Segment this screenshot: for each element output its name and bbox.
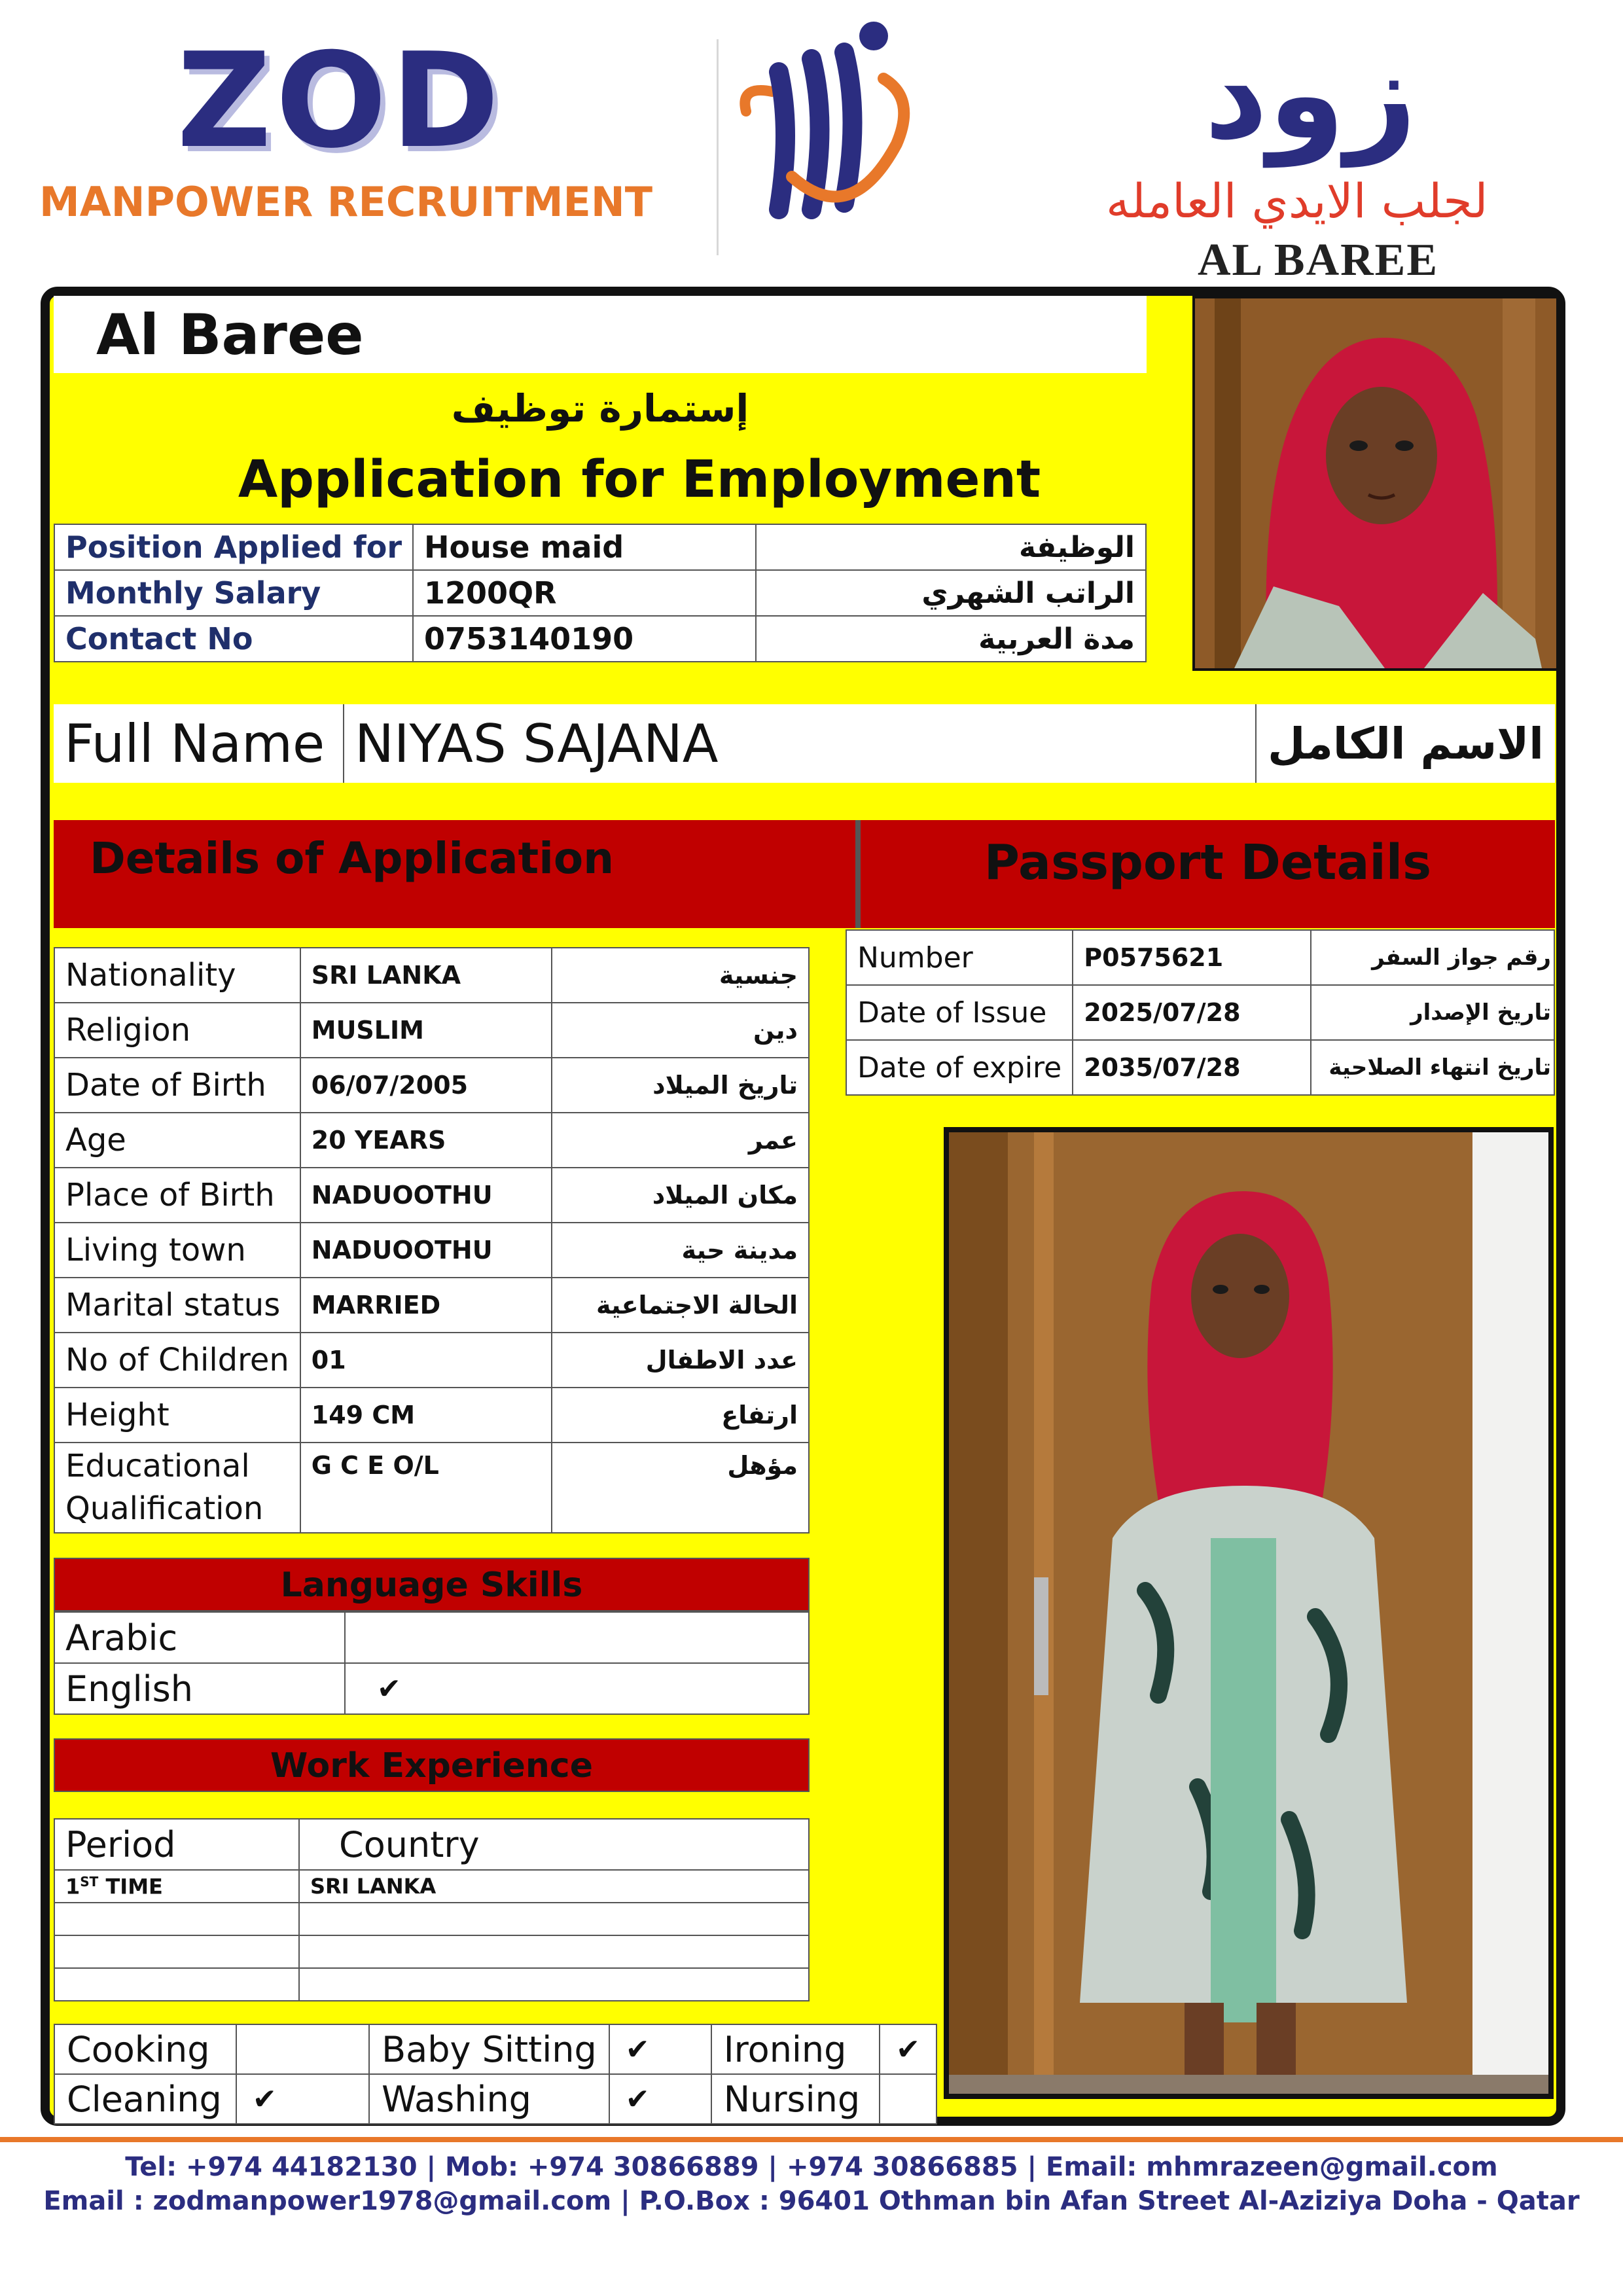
- details-heading: Details of Application: [90, 833, 615, 884]
- work-country-value: SRI LANKA: [299, 1870, 809, 1903]
- table-row: [54, 1113, 809, 1168]
- dob-label: Date of Birth: [54, 1058, 300, 1113]
- header-divider: [717, 39, 719, 255]
- full-name-label-arabic: الاسم الكامل: [1268, 718, 1544, 769]
- table-row: [846, 1040, 1554, 1095]
- religion-label: Religion: [54, 1003, 300, 1058]
- language-heading: Language Skills: [280, 1566, 583, 1605]
- footer-divider: [0, 2137, 1623, 2142]
- nationality-label: Nationality: [54, 948, 300, 1003]
- height-label: Height: [54, 1388, 300, 1443]
- place-of-birth-value: NADUOOTHU: [300, 1168, 552, 1223]
- table-row: [54, 2074, 936, 2124]
- nationality-label-arabic: جنسية: [552, 948, 809, 1003]
- age-label: Age: [54, 1113, 300, 1168]
- office-label: AL BAREE: [1198, 235, 1439, 285]
- table-row: [54, 1819, 809, 1870]
- table-row: [54, 570, 1146, 616]
- skill-nursing-check: [880, 2074, 936, 2124]
- marital-status-value: MARRIED: [300, 1278, 552, 1333]
- table-row: [54, 1870, 809, 1903]
- passport-number-label: Number: [846, 930, 1073, 985]
- table-row: [54, 1388, 809, 1443]
- table-row: [54, 948, 809, 1003]
- table-row: [54, 2024, 936, 2074]
- heading-divider: [855, 820, 861, 928]
- full-name-table: [54, 704, 1555, 783]
- children-value: 01: [300, 1333, 552, 1388]
- brand-logo-icon: [733, 13, 929, 249]
- dob-label-arabic: تاريخ الميلاد: [552, 1058, 809, 1113]
- work-heading-bar: [54, 1738, 810, 1792]
- table-row: [54, 1278, 809, 1333]
- position-label-arabic: الوظيفة: [756, 524, 1146, 570]
- applicant-full-body-photo: [944, 1127, 1554, 2099]
- expiry-date-label-arabic: تاريخ انتهاء الصلاحية: [1311, 1040, 1554, 1095]
- religion-label-arabic: دين: [552, 1003, 809, 1058]
- expiry-date-value: 2035/07/28: [1073, 1040, 1311, 1095]
- form-title: Application for Employment: [238, 450, 1041, 509]
- skill-washing-label: Washing: [369, 2074, 609, 2124]
- children-label-arabic: عدد الاطفال: [552, 1333, 809, 1388]
- skill-ironing-check: ✔: [880, 2024, 936, 2074]
- footer-address-line: Email : zodmanpower1978@gmail.com | P.O.Box : 96401 Othman bin Afan Street Al-Aziziya Doha - Qatar: [43, 2186, 1580, 2216]
- passport-number-value: P0575621: [1073, 930, 1311, 985]
- work-period-value: 1ST TIME: [54, 1870, 299, 1903]
- table-row: [54, 1663, 809, 1714]
- skill-ironing-label: Ironing: [711, 2024, 880, 2074]
- contact-label: Contact No: [54, 616, 413, 662]
- skill-babysitting-check: ✔: [609, 2024, 711, 2074]
- passport-heading-bar: [861, 820, 1555, 928]
- form-title-arabic: إستمارة توظيف: [451, 386, 749, 431]
- office-name-box: [54, 296, 1147, 373]
- issue-date-value: 2025/07/28: [1073, 985, 1311, 1040]
- office-name: Al Baree: [96, 302, 364, 368]
- passport-heading: Passport Details: [984, 834, 1432, 891]
- applicant-details-table: [54, 947, 810, 1534]
- passport-details-table: [846, 929, 1555, 1096]
- work-col-period: Period: [54, 1819, 299, 1870]
- position-info-table: [54, 524, 1147, 662]
- children-label: No of Children: [54, 1333, 300, 1388]
- living-town-value: NADUOOTHU: [300, 1223, 552, 1278]
- brand-subtitle-arabic: لجلب الايدي العامله: [1106, 173, 1488, 228]
- footer-contact-line: Tel: +974 44182130 | Mob: +974 30866889 | +974 30866885 | Email: mhmrazeen@gmail.com: [125, 2152, 1498, 2182]
- language-arabic-label: Arabic: [54, 1612, 345, 1663]
- contact-value: 0753140190: [413, 616, 756, 662]
- table-row: [54, 1168, 809, 1223]
- expiry-date-label: Date of expire: [846, 1040, 1073, 1095]
- language-english-label: English: [54, 1663, 345, 1714]
- language-heading-bar: [54, 1558, 810, 1611]
- skill-cleaning-label: Cleaning: [54, 2074, 236, 2124]
- table-row: [54, 1003, 809, 1058]
- details-heading-bar: [54, 820, 855, 928]
- table-row: [54, 1612, 809, 1663]
- full-body-illustration: [949, 1132, 1548, 2094]
- marital-status-label: Marital status: [54, 1278, 300, 1333]
- applicant-portrait-photo: [1192, 296, 1559, 671]
- brand-logo-arabic: زود: [1204, 22, 1417, 167]
- table-row: [54, 1903, 809, 1935]
- table-row: [54, 704, 1555, 783]
- height-value: 149 CM: [300, 1388, 552, 1443]
- position-value: House maid: [413, 524, 756, 570]
- table-row: [846, 985, 1554, 1040]
- skill-babysitting-label: Baby Sitting: [369, 2024, 609, 2074]
- brand-subtitle: MANPOWER RECRUITMENT: [39, 178, 653, 226]
- passport-number-label-arabic: رقم جواز السفر: [1311, 930, 1554, 985]
- issue-date-label-arabic: تاريخ الإصدار: [1311, 985, 1554, 1040]
- work-experience-table: [54, 1818, 810, 2001]
- salary-value: 1200QR: [413, 570, 756, 616]
- salary-label-arabic: الراتب الشهري: [756, 570, 1146, 616]
- language-english-check: ✔: [345, 1663, 809, 1714]
- work-heading: Work Experience: [270, 1746, 593, 1785]
- education-value: G C E O/L: [300, 1443, 552, 1533]
- salary-label: Monthly Salary: [54, 570, 413, 616]
- position-label: Position Applied for: [54, 524, 413, 570]
- table-row: [54, 1443, 809, 1533]
- place-of-birth-label: Place of Birth: [54, 1168, 300, 1223]
- table-row: [54, 1968, 809, 2001]
- work-col-country: Country: [299, 1819, 809, 1870]
- skills-table: [54, 2024, 937, 2125]
- language-skills-table: [54, 1611, 810, 1715]
- table-row: [54, 1935, 809, 1968]
- table-row: [54, 524, 1146, 570]
- marital-status-label-arabic: الحالة الاجتماعية: [552, 1278, 809, 1333]
- education-label: Educational Qualification: [54, 1443, 300, 1533]
- contact-label-arabic: مدة العربية: [756, 616, 1146, 662]
- age-value: 20 YEARS: [300, 1113, 552, 1168]
- living-town-label-arabic: مدينة حية: [552, 1223, 809, 1278]
- place-of-birth-label-arabic: مكان الميلاد: [552, 1168, 809, 1223]
- table-row: [54, 1223, 809, 1278]
- education-label-arabic: مؤهل: [552, 1443, 809, 1533]
- issue-date-label: Date of Issue: [846, 985, 1073, 1040]
- portrait-illustration: [1195, 298, 1556, 668]
- nationality-value: SRI LANKA: [300, 948, 552, 1003]
- language-arabic-check: [345, 1612, 809, 1663]
- full-name-value: NIYAS SAJANA: [344, 704, 1256, 783]
- table-row: [54, 1333, 809, 1388]
- brand-logo-text: ZOD: [177, 25, 504, 177]
- table-row: [846, 930, 1554, 985]
- full-name-label: Full Name: [64, 713, 325, 774]
- skill-cooking-check: [236, 2024, 369, 2074]
- table-row: [54, 616, 1146, 662]
- living-town-label: Living town: [54, 1223, 300, 1278]
- age-label-arabic: عمر: [552, 1113, 809, 1168]
- religion-value: MUSLIM: [300, 1003, 552, 1058]
- skill-cooking-label: Cooking: [54, 2024, 236, 2074]
- height-label-arabic: ارتفاع: [552, 1388, 809, 1443]
- dob-value: 06/07/2005: [300, 1058, 552, 1113]
- skill-washing-check: ✔: [609, 2074, 711, 2124]
- skill-nursing-label: Nursing: [711, 2074, 880, 2124]
- skill-cleaning-check: ✔: [236, 2074, 369, 2124]
- table-row: [54, 1058, 809, 1113]
